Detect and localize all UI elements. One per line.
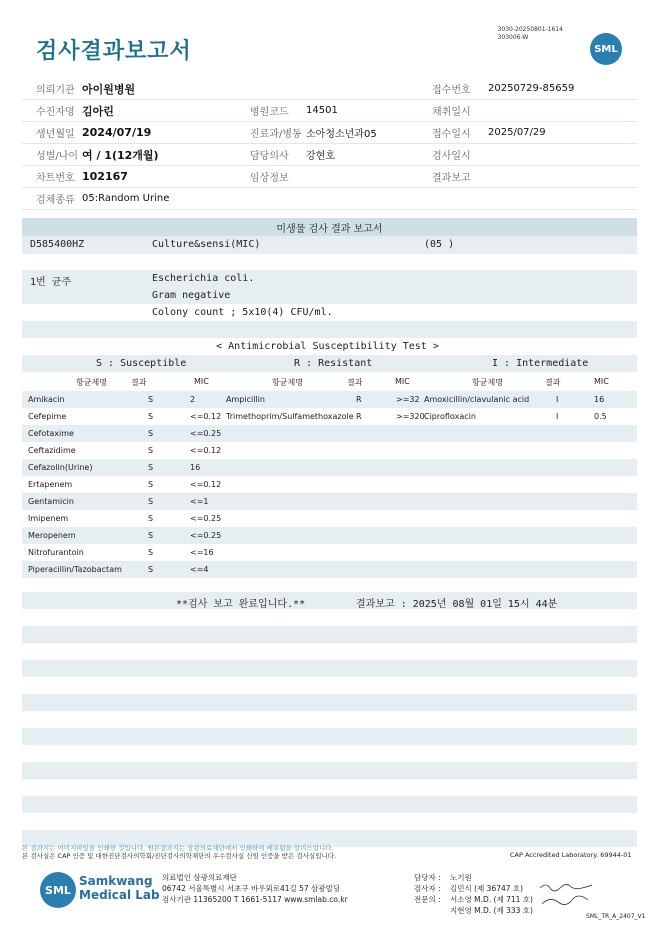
print-notice: 본 결과지는 이미지파일을 인쇄한 것입니다. 원본결과지는 삼광의료재단에서 인쇄하여 배포됨을 알려드립니다.: [22, 844, 334, 852]
legend-intermediate: I : Intermediate: [492, 358, 589, 369]
ast-header-drug: 항균제명: [272, 378, 303, 387]
info-l1: 차트번호: [36, 173, 75, 184]
patient-info: [22, 78, 638, 210]
info-v1: 2024/07/19: [82, 126, 152, 139]
ast-result: I: [556, 395, 559, 404]
staff-role: 전문의 :: [414, 895, 441, 904]
ast-mic: >=32: [396, 395, 420, 404]
info-l3: 검사일시: [432, 151, 471, 162]
table-row: [22, 527, 637, 544]
table-row: [22, 459, 637, 476]
table-row: [22, 493, 637, 510]
organism-name: Escherichia coli.: [152, 273, 255, 284]
info-row: [22, 78, 638, 100]
band: [22, 321, 637, 338]
staff-name: 서소영 M.D. (제 711 호): [450, 895, 533, 904]
info-v2: 강현호: [306, 151, 335, 162]
signature-icon: [538, 880, 598, 910]
info-l1: 생년월일: [36, 129, 75, 140]
info-l2: 진료과/병동: [250, 129, 302, 140]
sml-logo-icon: SML: [40, 872, 76, 908]
table-row: [22, 476, 637, 493]
empty-band: [22, 660, 637, 677]
staff-role: [414, 905, 450, 916]
ast-drug: Meropenem: [28, 531, 76, 540]
info-l3: 채취일시: [432, 107, 471, 118]
ast-mic: <=0.25: [190, 514, 222, 523]
table-row: [22, 442, 637, 459]
page-title: 검사결과보고서: [36, 39, 192, 64]
info-l3: 접수번호: [432, 85, 471, 96]
ast-result: S: [148, 446, 154, 455]
colony-count: Colony count ; 5x10(4) CFU/ml.: [152, 307, 333, 318]
info-v1: 김아린: [82, 104, 114, 118]
staff-name: 지현영 M.D. (제 333 호): [450, 906, 533, 915]
ast-drug: Nitrofurantoin: [28, 548, 84, 557]
ast-header-drug: 항균제명: [76, 378, 107, 387]
ast-drug: Amoxicillin/clavulanic acid: [424, 395, 530, 404]
ast-mic: >=320: [396, 412, 425, 421]
staff-name: 노기원: [450, 873, 472, 882]
empty-band: [22, 694, 637, 711]
ast-mic: <=4: [190, 565, 209, 574]
staff-row: [414, 894, 533, 905]
org-info: 의료법인 삼광의료재단 06742 서울특별시 서초구 바우뫼로41길 57 삼광빌딩 검사기관 11365200 T 1661-5117 www.smlab.co.kr: [162, 873, 348, 904]
ast-drug: Amikacin: [28, 395, 65, 404]
micro-report-title: 미생물 검사 결과 보고서: [22, 218, 637, 236]
info-l2: 병원코드: [250, 107, 289, 118]
ast-mic: 0.5: [594, 412, 607, 421]
ast-result: R: [356, 395, 362, 404]
ast-result: S: [148, 463, 154, 472]
ast-result: S: [148, 480, 154, 489]
info-row: [22, 166, 638, 188]
staff-row: [414, 872, 533, 883]
ast-result: S: [148, 514, 154, 523]
table-row: [22, 544, 637, 561]
test-name: Culture&sensi(MIC): [152, 239, 261, 250]
ast-result: S: [148, 497, 154, 506]
organism-label: 1번 균주: [30, 277, 72, 288]
info-l2: 담당의사: [250, 151, 289, 162]
empty-band: [22, 796, 637, 813]
legend-susceptible: S : Susceptible: [96, 358, 187, 369]
sml-logo-icon: SML: [590, 33, 622, 65]
ast-result: S: [148, 531, 154, 540]
ast-mic: 16: [190, 463, 201, 472]
info-l2: 임상정보: [250, 173, 289, 184]
gram-stain: Gram negative: [152, 290, 231, 301]
info-v2: 14501: [306, 105, 338, 116]
info-l1: 의뢰기관: [36, 85, 75, 96]
info-v1: 102167: [82, 170, 128, 183]
table-row: [22, 391, 637, 408]
info-l1: 성별/나이: [36, 151, 79, 162]
staff-row: [414, 883, 533, 894]
document-code: 3030-20250801-1614 303006-W: [497, 26, 563, 41]
empty-band: [22, 762, 637, 779]
ast-drug: Trimethoprim/Sulfamethoxazole: [226, 412, 354, 421]
ast-result: S: [148, 429, 154, 438]
ast-mic: <=0.12: [190, 446, 222, 455]
ast-header-mic: MIC: [194, 377, 209, 386]
cap-number: CAP Accredited Laboratory. 69944-01: [510, 851, 632, 859]
brand-name: Samkwang Medical Lab: [79, 874, 160, 902]
ast-mic: <=0.12: [190, 480, 222, 489]
info-v3: 2025/07/29: [488, 127, 546, 138]
staff-role: 담당자 :: [414, 873, 441, 882]
info-l3: 접수일시: [432, 129, 471, 140]
staff-row: [414, 905, 533, 916]
info-v1: 아이원병원: [82, 82, 136, 96]
form-code: SML_TR_A_2407_V1: [586, 913, 646, 920]
ast-drug: Piperacillin/Tazobactam: [28, 565, 122, 574]
ast-result: S: [148, 548, 154, 557]
ast-drug: Cefazolin(Urine): [28, 463, 93, 472]
report-complete: **검사 보고 완료입니다.**: [176, 599, 306, 610]
ast-mic: 16: [594, 395, 605, 404]
ast-mic: <=0.25: [190, 531, 222, 540]
info-row: [22, 144, 638, 166]
info-v2: 소아청소년과05: [306, 129, 377, 140]
info-l1: 수진자명: [36, 107, 75, 118]
ast-mic: 2: [190, 395, 196, 404]
ast-mic: <=0.25: [190, 429, 222, 438]
legend-resistant: R : Resistant: [294, 358, 373, 369]
ast-header-result: 결과: [545, 378, 561, 387]
band: [22, 287, 637, 304]
table-row: [22, 425, 637, 442]
report-time: 결과보고 : 2025년 08월 01일 15시 44분: [356, 599, 558, 610]
ast-drug: Ciprofloxacin: [424, 412, 476, 421]
info-row: [22, 122, 638, 144]
ast-title: < Antimicrobial Susceptibility Test >: [216, 341, 439, 352]
ast-drug: Imipenem: [28, 514, 69, 523]
band: [22, 270, 637, 288]
ast-header-result: 결과: [347, 378, 363, 387]
ast-result: S: [148, 395, 154, 404]
accreditation-notice: 본 검사실은 CAP 인증 및 대한진단검사의학회/진단검사의학재단의 우수검사실 신임 인증을 받은 검사실입니다.: [22, 852, 337, 860]
info-v1: 여 / 1(12개월): [82, 148, 159, 162]
ast-result: I: [556, 412, 559, 421]
ast-mic: <=0.12: [190, 412, 222, 421]
ast-drug: Ertapenem: [28, 480, 73, 489]
info-row: [22, 188, 638, 210]
staff-name: 김민식 (제 36747 호): [450, 884, 524, 893]
ast-drug: Cefotaxime: [28, 429, 74, 438]
info-row: [22, 100, 638, 122]
empty-band: [22, 728, 637, 745]
test-no: (05 ): [424, 239, 455, 250]
ast-result: S: [148, 565, 154, 574]
info-v1: 05:Random Urine: [82, 193, 170, 204]
staff-role: 검사자 :: [414, 884, 441, 893]
ast-mic: <=1: [190, 497, 209, 506]
test-row: [22, 236, 637, 254]
info-v3: 20250729-85659: [488, 83, 575, 94]
staff-list: [414, 872, 533, 916]
ast-header-result: 결과: [131, 378, 147, 387]
ast-header-drug: 항균제명: [472, 378, 503, 387]
ast-drug: Ceftazidime: [28, 446, 76, 455]
info-l3: 결과보고: [432, 173, 471, 184]
ast-drug: Cefepime: [28, 412, 67, 421]
empty-band: [22, 626, 637, 643]
ast-header-mic: MIC: [594, 377, 609, 386]
ast-drug: Gentamicin: [28, 497, 74, 506]
ast-drug: Ampicillin: [226, 395, 265, 404]
test-code: D585400HZ: [30, 239, 85, 250]
ast-result: S: [148, 412, 154, 421]
table-row: [22, 510, 637, 527]
ast-header-mic: MIC: [395, 377, 410, 386]
ast-mic: <=16: [190, 548, 214, 557]
info-l1: 검체종류: [36, 195, 75, 206]
ast-result: R: [356, 412, 362, 421]
